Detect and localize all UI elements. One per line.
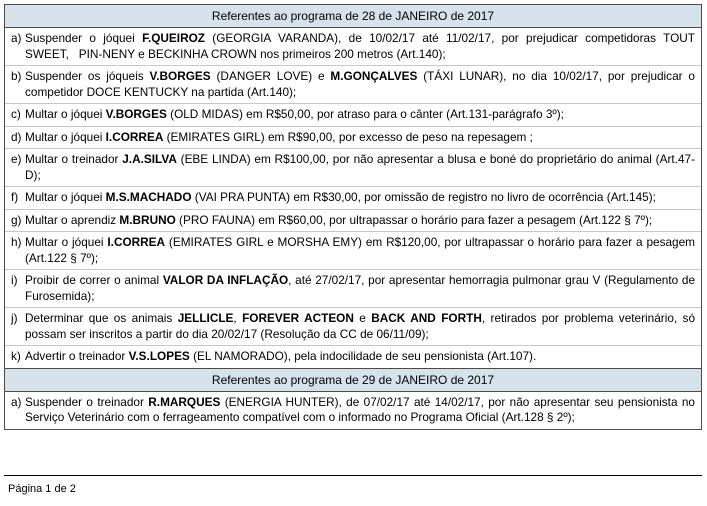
bold-name: M.S.MACHADO — [105, 190, 192, 204]
text-run: Multar o jóquei — [25, 190, 106, 204]
item-text — [25, 235, 695, 266]
text-run: Multar o jóquei — [25, 235, 108, 249]
text-run: Multar o jóquei — [25, 129, 106, 144]
text-run: Suspender o treinador — [25, 394, 149, 409]
list-item — [5, 308, 701, 346]
item-label: f) — [11, 190, 19, 204]
item-text — [25, 395, 695, 426]
item-text — [25, 190, 695, 206]
item-text — [25, 349, 695, 365]
bold-name: I.CORREA — [107, 235, 166, 249]
text-run: (DANGER LOVE) e — [210, 69, 331, 83]
text-run: (GEORGIA VARANDA), de 10/02/17 até 11/02/17, por prejudicar competidoras TOUT SWEET, PIN-NENY e BECKINHA CROWN nos primeiros 200 metros (Art.140); — [25, 31, 695, 61]
bold-name: JELLICLE — [177, 311, 234, 325]
text-run: Advertir o treinador — [25, 349, 129, 363]
list-item — [5, 149, 701, 187]
page-number: Página 1 de 2 — [8, 483, 76, 495]
section-header: Referentes ao programa de 29 de JANEIRO de 2017 — [5, 369, 701, 392]
document-body — [4, 4, 702, 430]
text-run: Suspender os jóqueis — [25, 69, 150, 83]
bold-name: J.A.SILVA — [122, 152, 177, 166]
footer-divider — [4, 475, 702, 476]
item-label: g) — [11, 212, 22, 227]
item-label: c) — [11, 107, 21, 121]
text-run: (EMIRATES GIRL e MORSHA EMY) em R$120,00, por ultrapassar o horário para fazer a pesagem (Art.122 § 7º); — [25, 235, 695, 265]
item-label: a) — [11, 31, 22, 45]
item-label: j) — [11, 311, 18, 325]
bold-name: VALOR DA INFLAÇÃO — [162, 273, 289, 287]
item-text — [25, 69, 695, 100]
list-item — [5, 127, 701, 150]
section-29-janeiro — [4, 369, 702, 430]
text-run: e — [353, 311, 372, 325]
item-text — [25, 311, 695, 342]
list-item — [5, 187, 701, 210]
item-list — [5, 28, 701, 368]
item-label: k) — [11, 349, 21, 363]
text-run: (PRO FAUNA) em R$60,00, por ultrapassar o horário para fazer a pesagem (Art.122 § 7º); — [175, 212, 653, 227]
text-run: (EL NAMORADO), pela indocilidade de seu pensionista (Art.107). — [189, 349, 537, 363]
list-item — [5, 346, 701, 368]
bold-name: I.CORREA — [105, 129, 164, 144]
item-text — [25, 152, 695, 183]
item-text — [25, 273, 695, 304]
bold-name: M.GONÇALVES — [330, 69, 418, 83]
bold-name: V.BORGES — [105, 107, 167, 121]
text-run: Multar o jóquei — [25, 107, 106, 121]
text-run: , — [233, 311, 243, 325]
item-label: a) — [11, 394, 22, 409]
text-run: (OLD MIDAS) em R$50,00, por atraso para o cânter (Art.131-parágrafo 3º); — [166, 107, 564, 121]
bold-name: M.BRUNO — [119, 212, 176, 227]
text-run: (VAI PRA PUNTA) em R$30,00, por omissão de registro no livro de ocorrência (Art.145); — [191, 190, 656, 204]
item-list — [5, 392, 701, 429]
text-run: (ENERGIA HUNTER), de 07/02/17 até 14/02/17, por não apresentar seu pensionista no Serviço Veterinário com o ferrageamento compatível com o informado no Programa Oficial (Art.128 § 2º); — [25, 394, 695, 424]
item-label: b) — [11, 69, 22, 83]
list-item — [5, 28, 701, 66]
bold-name: FOREVER ACTEON — [242, 311, 354, 325]
bold-name: BACK AND FORTH — [371, 311, 482, 325]
text-run: Multar o treinador — [25, 152, 123, 166]
text-run: (TÁXI LUNAR), no dia 10/02/17, por prejudicar o competidor DOCE KENTUCKY na partida (Art.140); — [25, 69, 695, 99]
text-run: Determinar que os animais — [25, 311, 178, 325]
list-item — [5, 104, 701, 127]
item-label: h) — [11, 235, 22, 249]
bold-name: F.QUEIROZ — [142, 31, 205, 45]
item-text — [25, 130, 695, 146]
list-item — [5, 392, 701, 429]
item-text — [25, 107, 695, 123]
section-28-janeiro — [4, 4, 702, 369]
bold-name: R.MARQUES — [148, 394, 221, 409]
bold-name: V.BORGES — [149, 69, 211, 83]
list-item — [5, 66, 701, 104]
list-item — [5, 210, 701, 233]
section-header: Referentes ao programa de 28 de JANEIRO de 2017 — [5, 5, 701, 28]
list-item — [5, 270, 701, 308]
text-run: Suspender o jóquei — [25, 31, 143, 45]
item-text — [25, 31, 695, 62]
text-run: , retirados por problema veterinário, só possam ser inscritos a partir do dia 20/02/17 (Resolução da CC de 06/11/09); — [25, 311, 696, 341]
bold-name: V.S.LOPES — [128, 349, 190, 363]
text-run: (EBE LINDA) em R$100,00, por não apresentar a blusa e boné do proprietário do animal (Art.47-D); — [25, 152, 696, 182]
text-run: (EMIRATES GIRL) em R$90,00, por excesso de peso na repesagem ; — [163, 129, 533, 144]
list-item — [5, 232, 701, 270]
text-run: Multar o aprendiz — [25, 212, 120, 227]
item-label: e) — [11, 152, 22, 166]
text-run: Proibir de correr o animal — [25, 273, 163, 287]
text-run: , até 27/02/17, por apresentar hemorragia pulmonar grau V (Regulamento de Furosemida); — [25, 273, 696, 303]
item-text — [25, 213, 695, 229]
item-label: d) — [11, 129, 22, 144]
item-label: i) — [11, 273, 18, 287]
